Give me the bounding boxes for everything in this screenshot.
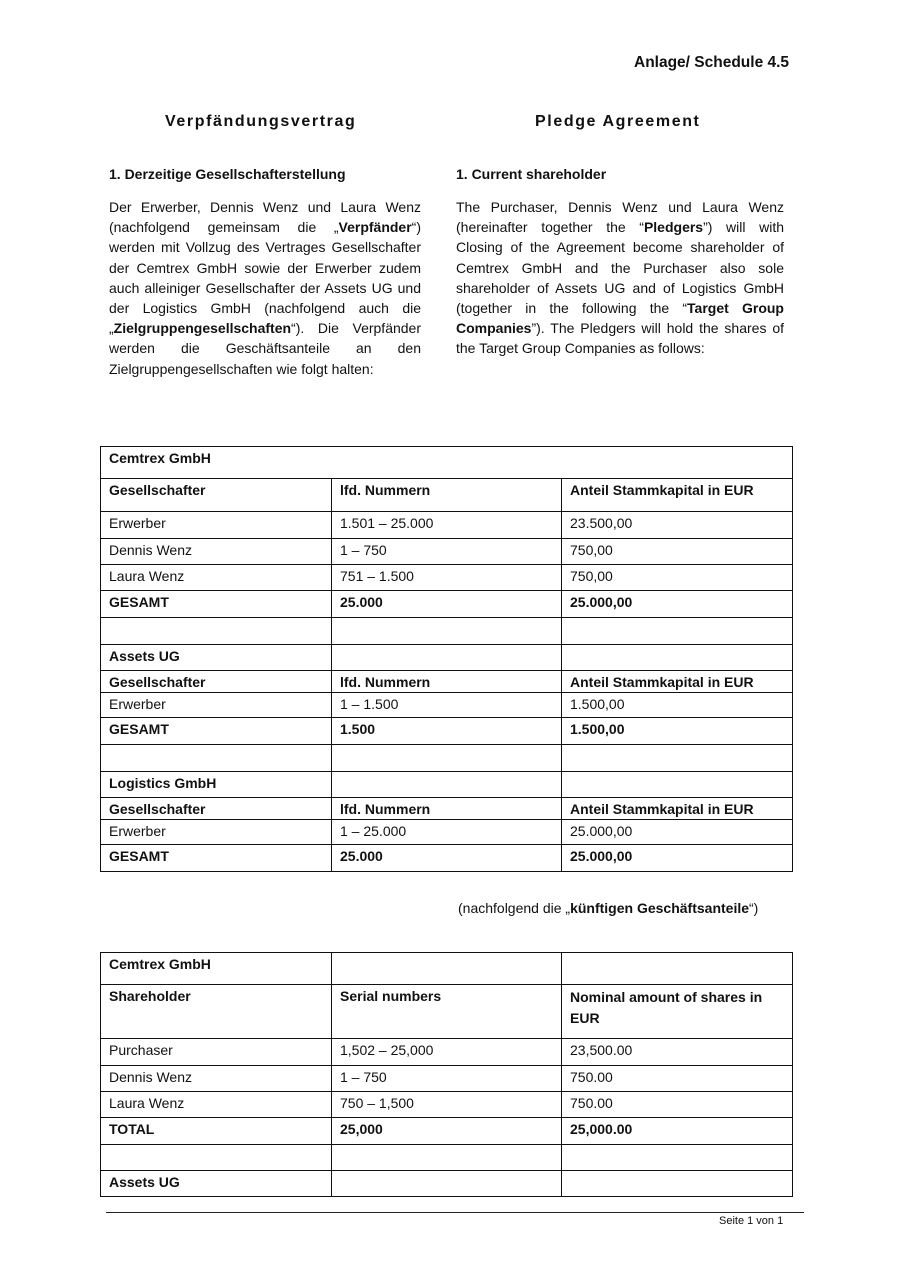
cell: 751 – 1.500	[332, 565, 562, 591]
text: Der Erwerber, Dennis Wenz und Laura Wenz (nachfolgend gemeinsam die „	[109, 199, 421, 236]
title-english: Pledge Agreement	[535, 113, 701, 130]
paragraph-german	[109, 197, 421, 379]
cell: GESAMT	[101, 591, 332, 618]
cell: GESAMT	[101, 845, 332, 872]
text: ”). The Pledgers will hold the shares of the Target Group Companies as follows:	[456, 320, 784, 357]
cell: Dennis Wenz	[101, 539, 332, 565]
cell: 1.500	[332, 718, 562, 745]
cell: 1.500,00	[562, 718, 793, 745]
header-cell: Gesellschafter	[101, 671, 332, 693]
text: “)	[749, 900, 759, 916]
page-number: Seite 1 von 1	[719, 1215, 784, 1227]
text: EUR	[570, 1010, 600, 1026]
header-cell: Anteil Stammkapital in EUR	[562, 671, 793, 693]
cell: 1 – 750	[332, 1066, 562, 1092]
text: “). Die Verpfänder werden die Geschäftsanteile an den Zielgruppengesellschaften wie folgt halten:	[109, 320, 421, 377]
cell: Dennis Wenz	[101, 1066, 332, 1092]
cell: 750.00	[562, 1092, 793, 1118]
cell: 750,00	[562, 565, 793, 591]
table-row	[101, 1039, 793, 1066]
cell: 23.500,00	[562, 512, 793, 539]
header-cell: Gesellschafter	[101, 479, 332, 512]
title-german: Verpfändungsvertrag	[165, 113, 357, 130]
header-cell	[562, 985, 793, 1039]
header-row	[101, 798, 793, 820]
cell: 1 – 25.000	[332, 820, 562, 845]
cell: 25.000,00	[562, 845, 793, 872]
defined-term: Pledgers	[643, 219, 704, 236]
cell: Erwerber	[101, 512, 332, 539]
cell: 25.000	[332, 591, 562, 618]
cell: 750.00	[562, 1066, 793, 1092]
total-row	[101, 1118, 793, 1145]
cell: Purchaser	[101, 1039, 332, 1066]
defined-term: Target Group Companies	[456, 300, 784, 337]
cell: 25.000,00	[562, 591, 793, 618]
total-row	[101, 591, 793, 618]
cell: Erwerber	[101, 693, 332, 718]
company-row	[101, 953, 793, 985]
cell: 750,00	[562, 539, 793, 565]
table-row	[101, 539, 793, 565]
cell: 25.000,00	[562, 820, 793, 845]
cell: 1,502 – 25,000	[332, 1039, 562, 1066]
shareholder-table-german	[100, 446, 793, 872]
company-name: Assets UG	[101, 1171, 332, 1197]
table-row	[101, 565, 793, 591]
cell: 25.000	[332, 845, 562, 872]
table-row	[101, 820, 793, 845]
header-cell: lfd. Nummern	[332, 479, 562, 512]
cell: 750 – 1,500	[332, 1092, 562, 1118]
header-cell: lfd. Nummern	[332, 671, 562, 693]
header-cell: Anteil Stammkapital in EUR	[562, 479, 793, 512]
defined-term: Zielgruppengesellschaften	[113, 320, 292, 337]
header-row	[101, 985, 793, 1039]
header-cell: Serial numbers	[332, 985, 562, 1039]
table-row	[101, 1066, 793, 1092]
cell: 1.500,00	[562, 693, 793, 718]
table-row	[101, 1092, 793, 1118]
header-cell: Gesellschafter	[101, 798, 332, 820]
company-row	[101, 645, 793, 671]
paragraph-english	[456, 197, 784, 359]
footer-divider	[106, 1212, 804, 1213]
company-row	[101, 772, 793, 798]
cell: Laura Wenz	[101, 565, 332, 591]
defined-term: künftigen Geschäftsanteile	[570, 900, 750, 916]
spacer-row	[101, 1145, 793, 1171]
future-shares-note	[458, 900, 758, 916]
section-heading-german: 1. Derzeitige Gesellschafterstellung	[109, 166, 346, 182]
cell: TOTAL	[101, 1118, 332, 1145]
company-row	[101, 447, 793, 479]
header-row	[101, 479, 793, 512]
cell: 25,000.00	[562, 1118, 793, 1145]
header-cell: Anteil Stammkapital in EUR	[562, 798, 793, 820]
cell: 1 – 1.500	[332, 693, 562, 718]
cell: GESAMT	[101, 718, 332, 745]
cell: 1.501 – 25.000	[332, 512, 562, 539]
spacer-row	[101, 745, 793, 772]
header-row	[101, 671, 793, 693]
company-name: Assets UG	[101, 645, 332, 671]
spacer-row	[101, 618, 793, 645]
text: ”) will with Closing of the Agreement become shareholder of Cemtrex GmbH and the Purchaser also sole shareholder of Assets UG and of Logistics GmbH (together in the following the “	[456, 219, 784, 317]
cell: 1 – 750	[332, 539, 562, 565]
table-row	[101, 512, 793, 539]
total-row	[101, 845, 793, 872]
cell: 23,500.00	[562, 1039, 793, 1066]
company-name: Cemtrex GmbH	[101, 447, 793, 479]
cell: 25,000	[332, 1118, 562, 1145]
shareholder-table-english	[100, 952, 793, 1197]
cell: Erwerber	[101, 820, 332, 845]
table-row	[101, 693, 793, 718]
company-name: Cemtrex GmbH	[101, 953, 332, 985]
cell: Laura Wenz	[101, 1092, 332, 1118]
company-row	[101, 1171, 793, 1197]
schedule-label: Anlage/ Schedule 4.5	[634, 54, 790, 71]
text: (nachfolgend die „	[458, 900, 571, 916]
company-name: Logistics GmbH	[101, 772, 332, 798]
section-heading-english: 1. Current shareholder	[456, 166, 607, 182]
text: The Purchaser, Dennis Wenz und Laura Wenz (hereinafter together the “	[456, 199, 784, 236]
header-cell: lfd. Nummern	[332, 798, 562, 820]
total-row	[101, 718, 793, 745]
text: Nominal amount of shares in	[570, 989, 763, 1005]
text: “) werden mit Vollzug des Vertrages Gesellschafter der Cemtrex GmbH sowie der Erwerber zudem auch alleiniger Gesellschafter der Assets UG und der Logistics GmbH (nachfolgend auch die „	[109, 219, 421, 337]
defined-term: Verpfänder	[338, 219, 412, 236]
header-cell: Shareholder	[101, 985, 332, 1039]
